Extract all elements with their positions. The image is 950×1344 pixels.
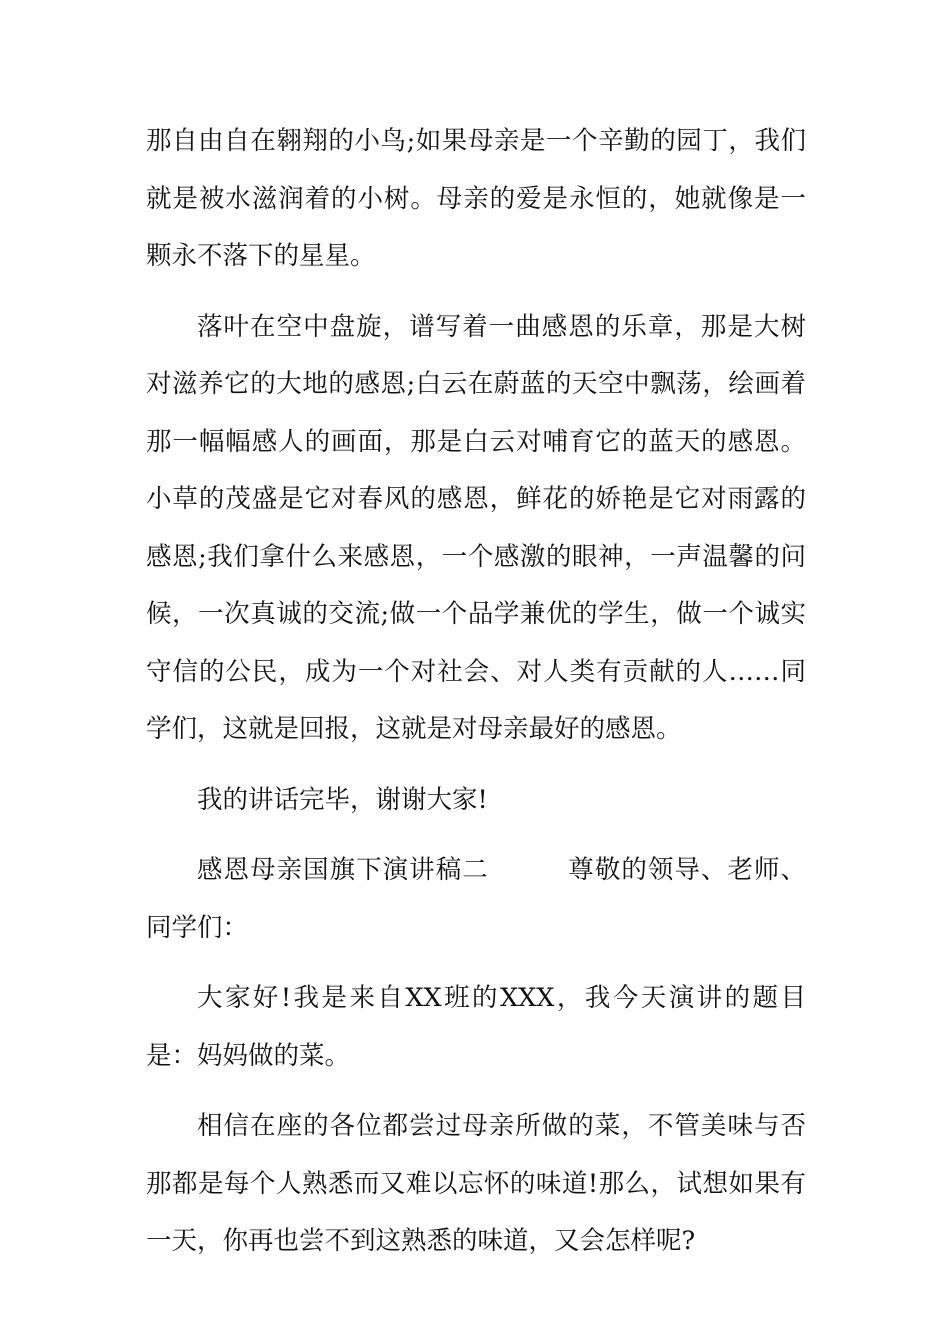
paragraph-speech-two-heading: 感恩母亲国旗下演讲稿二 尊敬的领导、老师、同学们： bbox=[146, 855, 806, 943]
document-body bbox=[146, 113, 806, 1271]
paragraph-continuation: 那自由自在翱翔的小鸟;如果母亲是一个辛勤的园丁，我们就是被水滋润着的小树。母亲的爱是永恒的，她就像是一颗永不落下的星星。 bbox=[146, 126, 806, 271]
paragraph-gratitude-nature: 落叶在空中盘旋，谱写着一曲感恩的乐章，那是大树对滋养它的大地的感恩;白云在蔚蓝的天空中飘荡，绘画着那一幅幅感人的画面，那是白云对哺育它的蓝天的感恩。小草的茂盛是它对春风的感恩，鲜花的娇艳是它对雨露的感恩;我们拿什么来感恩，一个感激的眼神，一声温馨的问候，一次真诚的交流;做一个品学兼优的学生，做一个诚实守信的公民，成为一个对社会、对人类有贡献的人……同学们，这就是回报，这就是对母亲最好的感恩。 bbox=[146, 311, 806, 744]
paragraph-mothers-cooking: 相信在座的各位都尝过母亲所做的菜，不管美味与否那都是每个人熟悉而又难以忘怀的味道!那么，试想如果有一天，你再也尝不到这熟悉的味道，又会怎样呢? bbox=[146, 1111, 806, 1256]
paragraph-greeting: 大家好!我是来自XX班的XXX，我今天演讲的题目是：妈妈做的菜。 bbox=[146, 983, 806, 1071]
paragraph-closing-remark: 我的讲话完毕，谢谢大家! bbox=[197, 784, 488, 815]
